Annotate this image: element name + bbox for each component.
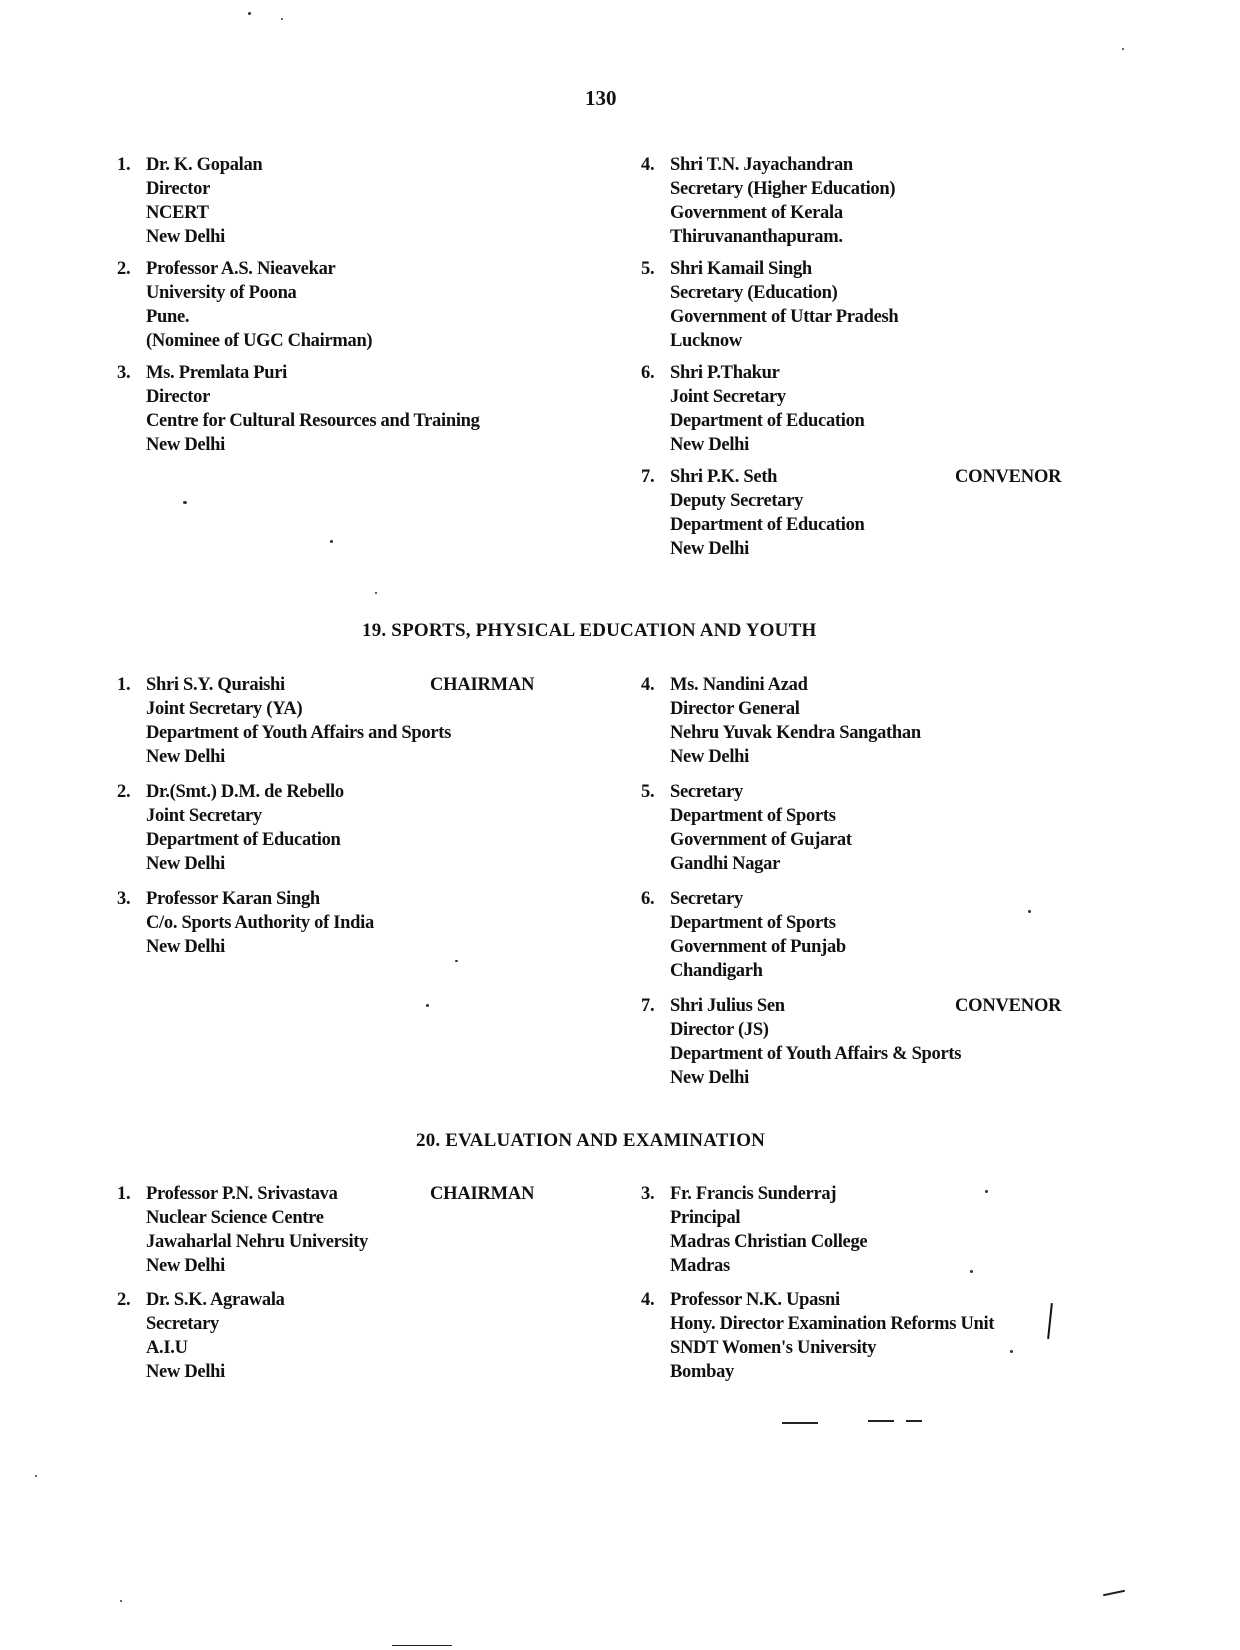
member-line: Lucknow (670, 331, 742, 351)
member-number: 4. (641, 155, 655, 175)
member-line: New Delhi (670, 435, 749, 455)
member-number: 1. (117, 155, 131, 175)
member-number: 5. (641, 259, 655, 279)
member-name: Professor P.N. Srivastava (146, 1184, 338, 1204)
member-line: New Delhi (146, 1256, 225, 1276)
member-entry (641, 465, 1062, 561)
member-line: Bombay (670, 1362, 734, 1382)
member-line: Chandigarh (670, 961, 763, 981)
member-entry (117, 780, 344, 876)
member-name: Shri Julius Sen (670, 996, 785, 1016)
member-line: Director (146, 387, 211, 407)
member-number: 7. (641, 996, 655, 1016)
scan-mark (782, 1422, 818, 1424)
member-entry (641, 257, 899, 353)
member-line: SNDT Women's University (670, 1338, 877, 1358)
member-name: Shri Kamail Singh (670, 259, 812, 279)
scan-speck (1028, 910, 1031, 913)
member-line: New Delhi (146, 1362, 225, 1382)
scan-speck (426, 1004, 429, 1007)
member-entry (641, 153, 896, 249)
member-line: New Delhi (670, 747, 749, 767)
member-line: Thiruvananthapuram. (670, 227, 843, 247)
member-entry (641, 1288, 995, 1384)
member-line: Department of Sports (670, 806, 836, 826)
member-line: Nehru Yuvak Kendra Sangathan (670, 723, 921, 743)
section-heading-sports: 19. SPORTS, PHYSICAL EDUCATION AND YOUTH (362, 620, 817, 641)
scan-speck (985, 1190, 988, 1193)
member-name: Dr. K. Gopalan (146, 155, 263, 175)
member-line: Department of Education (670, 411, 865, 431)
member-entry (641, 361, 865, 457)
member-line: New Delhi (670, 539, 749, 559)
member-line: NCERT (146, 203, 209, 223)
member-entry (117, 1182, 535, 1278)
member-number: 6. (641, 363, 655, 383)
member-entry (117, 257, 373, 353)
member-name: Professor Karan Singh (146, 889, 320, 909)
member-role-chairman: CHAIRMAN (430, 1184, 535, 1204)
member-entry (117, 887, 374, 959)
member-role-chairman: CHAIRMAN (430, 675, 535, 695)
member-name: Fr. Francis Sunderraj (670, 1184, 837, 1204)
member-line: New Delhi (146, 747, 225, 767)
scan-speck (330, 540, 333, 543)
member-number: 3. (117, 363, 131, 383)
member-line: Department of Sports (670, 913, 836, 933)
member-line: Director (146, 179, 211, 199)
member-number: 6. (641, 889, 655, 909)
member-name: Shri T.N. Jayachandran (670, 155, 853, 175)
member-name: Professor N.K. Upasni (670, 1290, 840, 1310)
member-number: 3. (117, 889, 131, 909)
member-line: C/o. Sports Authority of India (146, 913, 374, 933)
member-number: 4. (641, 1290, 655, 1310)
scan-speck (1010, 1350, 1013, 1353)
member-line: New Delhi (146, 937, 225, 957)
member-line: Government of Kerala (670, 203, 843, 223)
scan-speck (1122, 48, 1124, 50)
scan-speck (970, 1270, 973, 1273)
member-name: Professor A.S. Nieavekar (146, 259, 336, 279)
member-number: 4. (641, 675, 655, 695)
member-number: 3. (641, 1184, 655, 1204)
member-line: Director General (670, 699, 800, 719)
member-name: Shri P.K. Seth (670, 467, 778, 487)
member-line: Government of Uttar Pradesh (670, 307, 899, 327)
scan-mark (1047, 1303, 1053, 1339)
member-line: New Delhi (146, 435, 225, 455)
member-entry (117, 1288, 285, 1384)
member-line: New Delhi (146, 227, 225, 247)
member-line: Government of Gujarat (670, 830, 852, 850)
member-line: New Delhi (146, 854, 225, 874)
member-line: Department of Education (670, 515, 865, 535)
member-line: Pune. (146, 307, 190, 327)
member-line: Department of Youth Affairs & Sports (670, 1044, 962, 1064)
page-number: 130 (585, 86, 617, 110)
member-name: Secretary (670, 889, 743, 909)
member-number: 2. (117, 1290, 131, 1310)
member-line: Deputy Secretary (670, 491, 804, 511)
member-entry (641, 1182, 868, 1278)
member-line: Principal (670, 1208, 741, 1228)
member-line: Secretary (Education) (670, 283, 838, 303)
member-line: Department of Education (146, 830, 341, 850)
member-name: Ms. Nandini Azad (670, 675, 808, 695)
scan-mark (868, 1420, 894, 1422)
member-entry (117, 153, 263, 249)
member-entry (117, 673, 535, 769)
member-line: New Delhi (670, 1068, 749, 1088)
member-name: Shri S.Y. Quraishi (146, 675, 285, 695)
member-entry (117, 361, 480, 457)
scan-speck (35, 1475, 37, 1477)
member-line: Joint Secretary (670, 387, 786, 407)
member-entry (641, 780, 852, 876)
member-line: Nuclear Science Centre (146, 1208, 324, 1228)
scan-mark (1103, 1590, 1125, 1597)
member-line: A.I.U (146, 1338, 188, 1358)
member-line: Madras (670, 1256, 730, 1276)
member-line: Secretary (146, 1314, 219, 1334)
member-name: Shri P.Thakur (670, 363, 780, 383)
member-line: Government of Punjab (670, 937, 846, 957)
section-heading-evaluation: 20. EVALUATION AND EXAMINATION (416, 1130, 766, 1151)
member-number: 5. (641, 782, 655, 802)
member-line: Department of Youth Affairs and Sports (146, 723, 451, 743)
scan-speck (281, 18, 283, 20)
member-number: 1. (117, 675, 131, 695)
member-name: Secretary (670, 782, 743, 802)
scan-mark (906, 1420, 922, 1422)
member-line: Joint Secretary (YA) (146, 699, 303, 719)
member-entry (641, 887, 846, 983)
member-line: Jawaharlal Nehru University (146, 1232, 369, 1252)
scan-speck (183, 501, 187, 504)
scan-speck (248, 12, 251, 15)
member-line: Director (JS) (670, 1020, 769, 1040)
member-entry (641, 673, 921, 769)
member-line: Hony. Director Examination Reforms Unit (670, 1314, 995, 1334)
member-number: 2. (117, 259, 131, 279)
member-role-convenor: CONVENOR (955, 996, 1062, 1016)
member-entry (641, 994, 1062, 1090)
member-number: 2. (117, 782, 131, 802)
member-line: Gandhi Nagar (670, 854, 780, 874)
member-line: Centre for Cultural Resources and Training (146, 411, 480, 431)
member-line: Secretary (Higher Education) (670, 179, 896, 199)
scan-speck (455, 960, 458, 962)
member-role-convenor: CONVENOR (955, 467, 1062, 487)
member-number: 7. (641, 467, 655, 487)
member-name: Dr.(Smt.) D.M. de Rebello (146, 782, 344, 802)
member-name: Ms. Premlata Puri (146, 363, 287, 383)
member-name: Dr. S.K. Agrawala (146, 1290, 285, 1310)
member-line: Joint Secretary (146, 806, 262, 826)
scan-speck (375, 592, 377, 594)
member-line: Madras Christian College (670, 1232, 868, 1252)
member-line: (Nominee of UGC Chairman) (146, 331, 373, 351)
member-line: University of Poona (146, 283, 297, 303)
scan-mark (392, 1645, 452, 1646)
scan-speck (120, 1600, 122, 1602)
member-number: 1. (117, 1184, 131, 1204)
